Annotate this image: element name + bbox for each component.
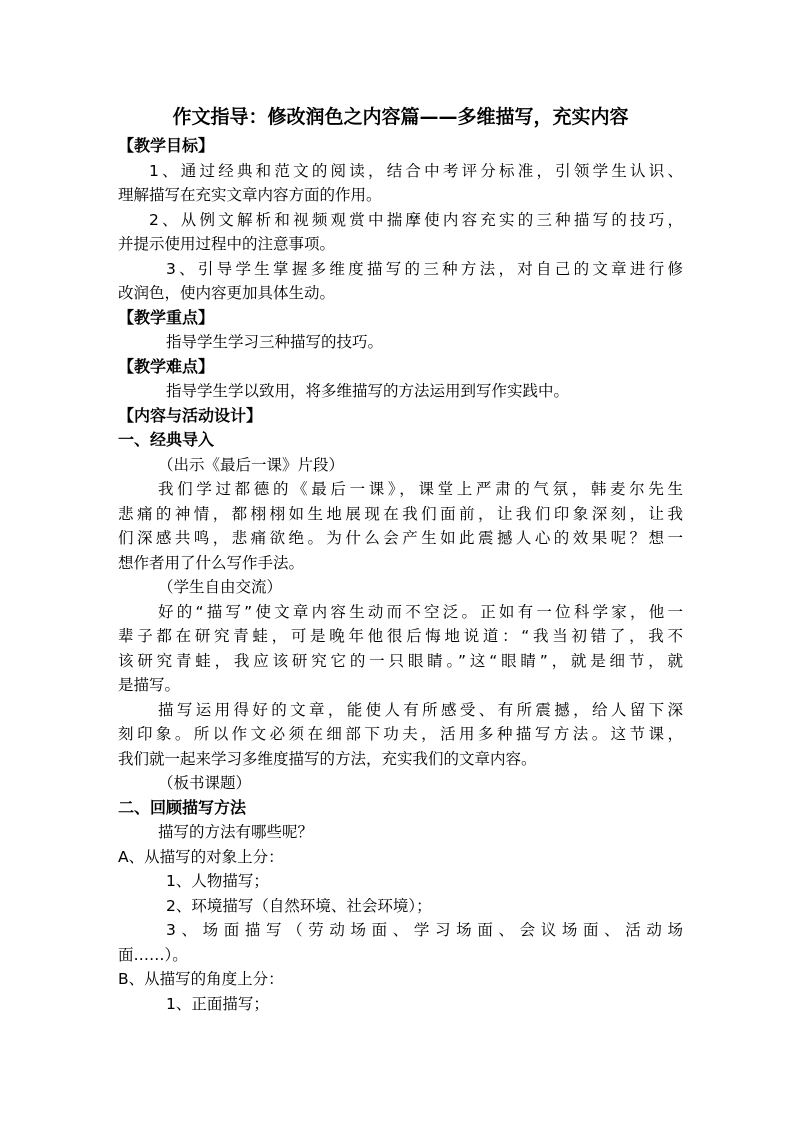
section-heading-key-points: 【教学重点】 — [118, 307, 215, 327]
frog-paragraph-line-3: 该研究青蛙，我应该研究它的一只眼睛。”这“眼睛”，就是细节，就 — [118, 651, 683, 670]
category-a-item-3-line-1: 3、场面描写（劳动场面、学习场面、会议场面、活动场 — [166, 921, 683, 939]
difficulties-text: 指导学生学以致用，将多维描写的方法运用到写作实践中。 — [166, 382, 570, 400]
summary-paragraph-line-3: 我们就一起来学习多维度描写的方法，充实我们的文章内容。 — [118, 749, 537, 768]
goal-1-line-1: 1、通过经典和范文的阅读，结合中考评分标准，引领学生认识、 — [149, 161, 683, 180]
intro-paragraph-line-4: 想作者用了什么写作手法。 — [118, 553, 305, 572]
category-a-item-2: 2、环境描写（自然环境、社会环境）； — [166, 896, 432, 915]
section-heading-difficulties: 【教学难点】 — [118, 356, 215, 376]
key-points-text: 指导学生学习三种描写的技巧。 — [166, 333, 384, 351]
goal-3-line-2: 改润色，使内容更加具体生动。 — [118, 284, 336, 302]
goal-1-line-2: 理解描写在充实文章内容方面的作用。 — [118, 186, 382, 204]
category-b-item-1: 1、正面描写； — [166, 994, 269, 1013]
frog-paragraph-line-2: 辈子都在研究青蛙，可是晚年他很后悔地说道：“我当初错了，我不 — [118, 627, 683, 645]
category-a-item-3-line-2: 面……）。 — [118, 945, 188, 964]
intro-paragraph-line-2: 悲痛的神情，都栩栩如生地展现在我们面前，让我们印象深刻，让我 — [118, 504, 683, 523]
category-a-heading: A、从描写的对象上分： — [118, 847, 284, 866]
intro-paragraph-line-3: 们深感共鸣，悲痛欲绝。为什么会产生如此震撼人心的效果呢？想一 — [118, 529, 683, 547]
question-methods: 描写的方法有哪些呢？ — [158, 823, 314, 841]
intro-paragraph-line-1: 我们学过都德的《最后一课》，课堂上严肃的气氛，韩麦尔先生 — [158, 480, 683, 498]
part-2-heading: 二、回顾描写方法 — [118, 797, 247, 817]
part-1-heading: 一、经典导入 — [118, 430, 215, 449]
document-page — [118, 100, 683, 1016]
section-heading-content-design: 【内容与活动设计】 — [118, 405, 263, 425]
goal-3-line-1: 3、引导学生掌握多维度描写的三种方法，对自己的文章进行修 — [166, 259, 683, 278]
frog-paragraph-line-4: 是描写。 — [118, 676, 181, 694]
goal-2-line-2: 并提示使用过程中的注意事项。 — [118, 235, 336, 253]
goal-2-line-1: 2、从例文解析和视频观赏中揣摩使内容充实的三种描写的技巧， — [149, 210, 683, 229]
frog-paragraph-line-1: 好的“描写”使文章内容生动而不空泛。正如有一位科学家，他一 — [158, 602, 683, 621]
summary-paragraph-line-2: 刻印象。所以作文必须在细部下功夫，活用多种描写方法。这节课， — [118, 725, 683, 743]
section-heading-teaching-goals: 【教学目标】 — [118, 136, 215, 155]
stage-note-show-excerpt: （出示《最后一课》片段） — [158, 455, 345, 474]
stage-note-free-discussion: （学生自由交流） — [158, 578, 283, 596]
category-a-item-1: 1、人物描写； — [166, 872, 269, 890]
document-title: 作文指导：修改润色之内容篇——多维描写，充实内容 — [172, 106, 629, 128]
stage-note-board-title: （板书课题） — [158, 774, 252, 792]
category-b-heading: B、从描写的角度上分： — [118, 970, 284, 988]
summary-paragraph-line-1: 描写运用得好的文章，能使人有所感受、有所震撼，给人留下深 — [158, 700, 683, 719]
